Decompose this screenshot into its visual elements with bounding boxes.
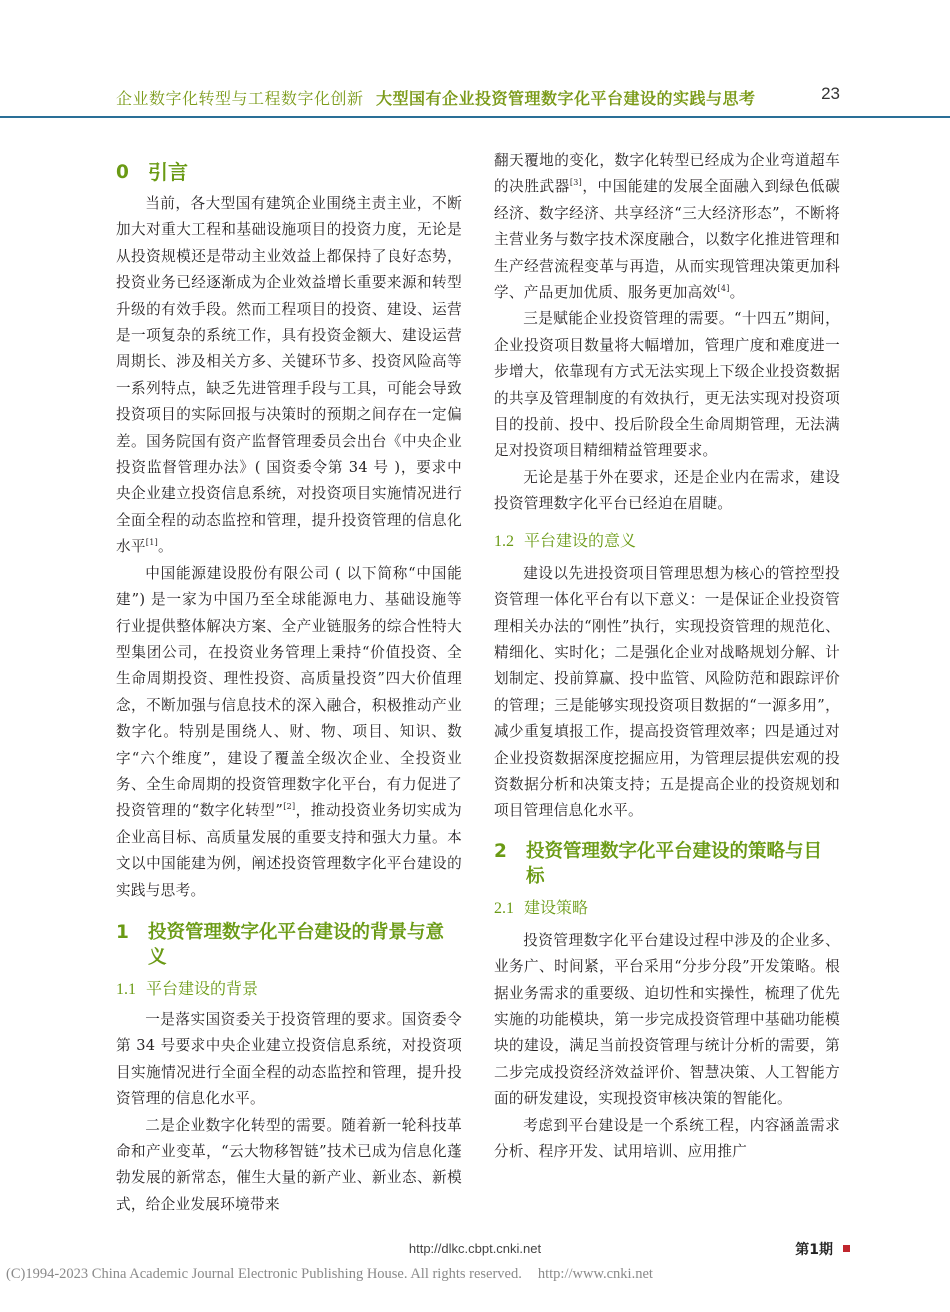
copyright-line: (C)1994-2023 China Academic Journal Electronic Publishing House. All rights reserved. http://www.cnki.net — [6, 1266, 653, 1282]
left-column — [116, 148, 462, 1218]
paragraph: 无论是基于外在要求，还是企业内在需求，建设投资管理数字化平台已经迫在眉睫。 — [494, 468, 840, 513]
right-column — [494, 148, 840, 1165]
issue-label: 第1期 — [795, 1239, 850, 1259]
article-title: 大型国有企业投资管理数字化平台建设的实践与思考 — [376, 89, 756, 108]
paragraph: 翻天覆地的变化，数字化转型已经成为企业弯道超车的决胜武器[3]，中国能建的发展全面融入到绿色低碳经济、数字经济、共享经济“三大经济形态”，不断将主营业务与数字技术深度融合，以数字化推进管理和生产经营流程变革与再造，从而实现管理决策更加科学、产品更加优质、服务更加高效[4]。 — [494, 152, 840, 302]
subsection-heading-2-1: 2.1 建设策略 — [494, 897, 589, 917]
header-rule — [0, 116, 950, 118]
paragraph: 三是赋能企业投资管理的需要。“十四五”期间，企业投资项目数量将大幅增加，管理广度和难度进一步增大，依靠现有方式无法实现上下级企业投资数据的共享及管理制度的有效执行，更无法实现对投资项目的投前、投中、投后阶段全生命周期管理，无法满足对投资项目精细精益管理要求。 — [494, 310, 840, 460]
section-heading-2: 2 投资管理数字化平台建设的策略与目标 — [494, 840, 823, 887]
paragraph: 一是落实国资委关于投资管理的要求。国资委令第 34 号要求中央企业建立投资信息系统，对投资项目实施情况进行全面全程的动态监控和管理，提升投资管理的信息化水平。 — [116, 1010, 462, 1108]
paragraph: 考虑到平台建设是一个系统工程，内容涵盖需求分析、程序开发、试用培训、应用推广 — [494, 1116, 840, 1160]
section-heading-0: 0 引言 — [116, 160, 188, 184]
footer-url[interactable]: http://dlkc.cbpt.cnki.net — [408, 1241, 542, 1256]
running-header — [0, 84, 950, 114]
citation[interactable]: [1] — [145, 538, 159, 548]
citation[interactable]: [2] — [283, 802, 296, 812]
citation[interactable]: [3] — [569, 178, 583, 188]
paragraph: 二是企业数字化转型的需要。随着新一轮科技革命和产业变革，“云大物移智链”技术已成为信息化蓬勃发展的新常态，催生大量的新产业、新业态、新模式，给企业发展环境带来 — [116, 1116, 462, 1213]
citation[interactable]: [4] — [717, 284, 730, 294]
square-marker-icon — [843, 1245, 850, 1252]
paragraph: 建设以先进投资项目管理思想为核心的管控型投资管理一体化平台有以下意义：一是保证企业投资管理相关办法的“刚性”执行，实现投资管理的规范化、精细化、实时化；二是强化企业对战略规划分解、计划制定、投前算赢、投中监管、风险防范和跟踪评价的管理；三是能够实现投资项目数据的“一源多用”，减少重复填报工作，提高投资管理效率；四是通过对企业投资数据深度挖掘应用，为管理层提供宏观的投资数据分析和决策支持；五是提高企业的投资规划和项目管理信息化水平。 — [494, 564, 840, 820]
subsection-heading-1-2: 1.2 平台建设的意义 — [494, 530, 637, 550]
cnki-link[interactable]: http://www.cnki.net — [537, 1266, 653, 1282]
paragraph: 中国能源建设股份有限公司 ( 以下简称“中国能建”) 是一家为中国乃至全球能源电力、基础设施等行业提供整体解决方案、全产业链服务的综合性特大型集团公司，在投资业务管理上秉持“价值投资、全生命周期投资、理性投资、高质量投资”四大价值理念，不断加强与信息技术的深入融合，积极推动产业数字化。特别是围绕人、财、物、项目、知识、数字“六个维度”，建设了覆盖全级次企业、全投资业务、全生命周期的投资管理数字化平台，有力促进了投资管理的“数字化转型”[2]，推动投资业务切实成为企业高目标、高质量发展的重要支持和强大力量。本文以中国能建为例，阐述投资管理数字化平台建设的实践与思考。 — [116, 564, 462, 899]
section-heading-1: 1 投资管理数字化平台建设的背景与意义 — [116, 921, 445, 968]
journal-name: 企业数字化转型与工程数字化创新 — [116, 89, 364, 108]
paragraph: 投资管理数字化平台建设过程中涉及的企业多、业务广、时间紧，平台采用“分步分段”开发策略。根据业务需求的重要级、迫切性和实操性，梳理了优先实施的功能模块，第一步完成投资管理中基础功能模块的建设，满足当前投资管理与统计分析的需要，第二步完成投资经济效益评价、智慧决策、人工智能方面的研发建设，实现投资审核决策的智能化。 — [494, 931, 840, 1108]
page-number: 23 — [821, 84, 840, 103]
subsection-heading-1-1: 1.1 平台建设的背景 — [116, 978, 259, 998]
paragraph: 当前，各大型国有建筑企业围绕主责主业，不断加大对重大工程和基础设施项目的投资力度，无论是从投资规模还是带动主业效益上都保持了良好态势，投资业务已经逐渐成为企业效益增长重要来源和转型升级的有效手段。然而工程项目的投资、建设、运营是一项复杂的系统工作，具有投资金额大、建设运营周期长、涉及相关方多、关键环节多、投资风险高等一系列特点，缺乏先进管理手段与工具，可能会导致投资项目的实际回报与决策时的预期之间存在一定偏差。国务院国有资产监督管理委员会出台《中央企业投资监督管理办法》( 国资委令第 34 号 )，要求中央企业建立投资信息系统，对投资项目实施情况进行全面全程的动态监控和管理，提升投资管理的信息化水平[1]。 — [116, 195, 462, 556]
